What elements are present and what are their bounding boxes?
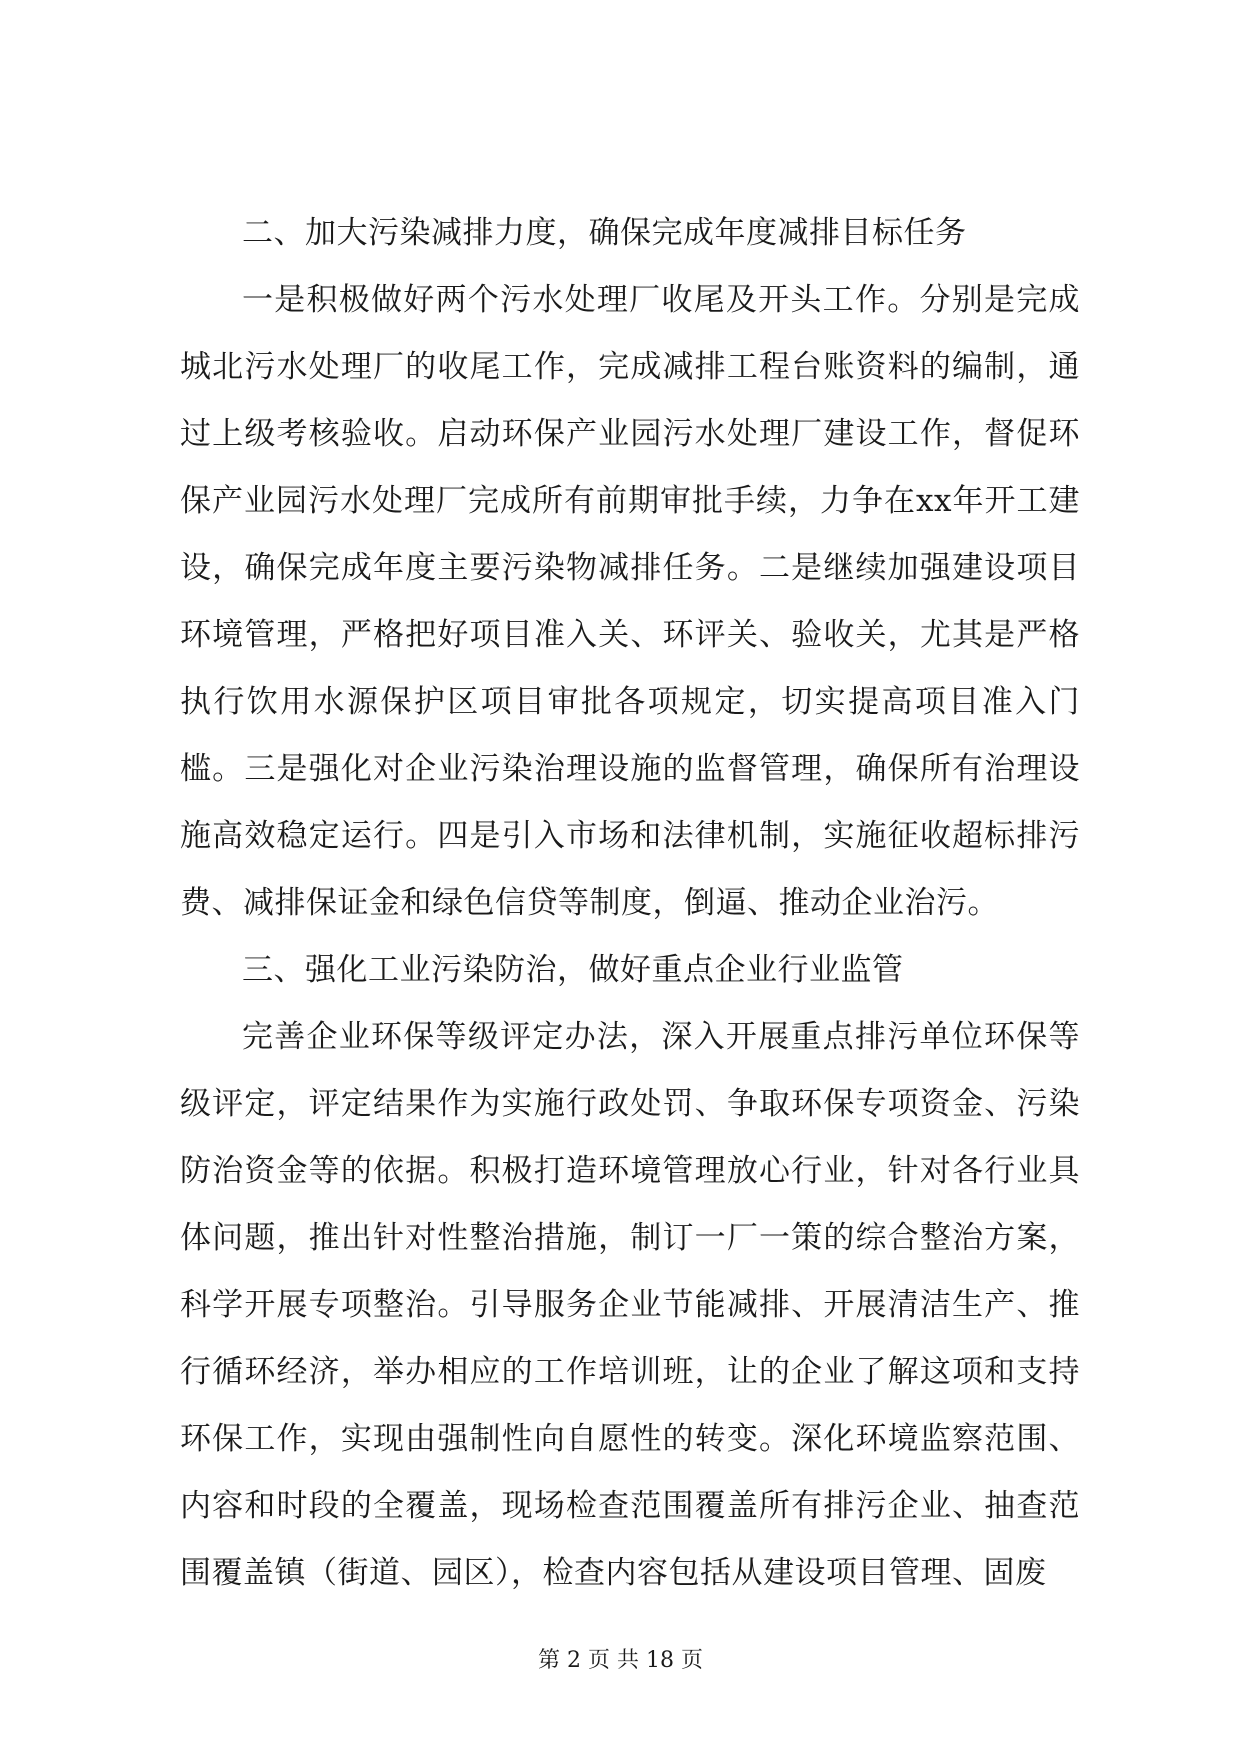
page-number-footer: 第 2 页 共 18 页 (538, 1648, 703, 1673)
section-heading-2: 二、加大污染减排力度，确保完成年度减排目标任务 (242, 215, 967, 251)
section-heading-3: 三、强化工业污染防治，做好重点企业行业监管 (242, 952, 904, 988)
section-2-body: 一是积极做好两个污水处理厂收尾及开头工作。分别是完成城北污水处理厂的收尾工作，完成减排工程台账资料的编制，通过上级考核验收。启动环保产业园污水处理厂建设工作，督促环保产业园污水处理厂完成所有前期审批手续，力争在xx年开工建设，确保完成年度主要污染物减排任务。二是继续加强建设项目环境管理，严格把好项目准入关、环评关、验收关，尤其是严格执行饮用水源保护区项目审批各项规定，切实提高项目准入门槛。三是强化对企业污染治理设施的监督管理，确保所有治理设施高效稳定运行。四是引入市场和法律机制，实施征收超标排污费、减排保证金和绿色信贷等制度，倒逼、推动企业治污。 (180, 282, 1080, 921)
document-body (180, 200, 1080, 1607)
section-3-body: 完善企业环保等级评定办法，深入开展重点排污单位环保等级评定，评定结果作为实施行政处罚、争取环保专项资金、污染防治资金等的依据。积极打造环境管理放心行业，针对各行业具体问题，推出针对性整治措施，制订一厂一策的综合整治方案，科学开展专项整治。引导服务企业节能减排、开展清洁生产、推行循环经济，举办相应的工作培训班，让的企业了解这项和支持环保工作，实现由强制性向自愿性的转变。深化环境监察范围、内容和时段的全覆盖，现场检查范围覆盖所有排污企业、抽查范围覆盖镇（街道、园区），检查内容包括从建设项目管理、固废 (180, 1019, 1080, 1591)
